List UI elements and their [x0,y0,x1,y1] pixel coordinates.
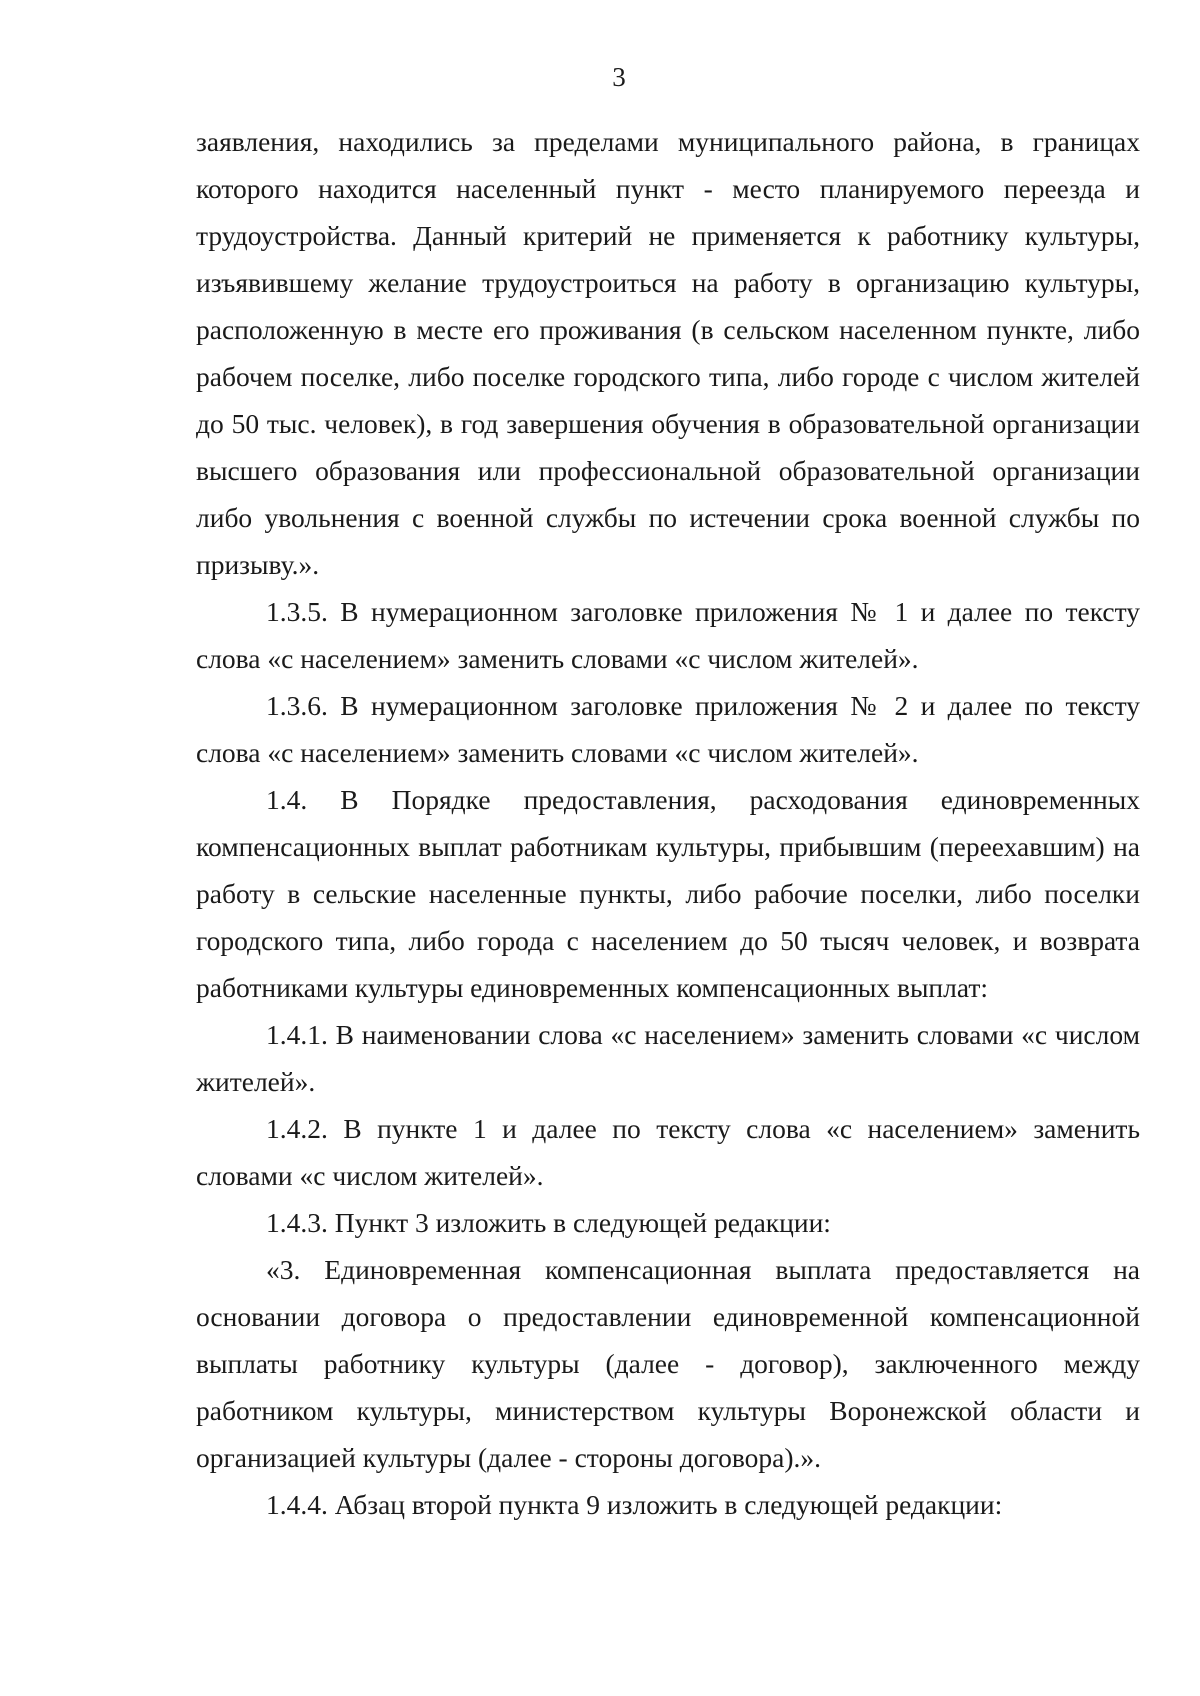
paragraph-1-4: 1.4. В Порядке предоставления, расходования единовременных компенсационных выплат работникам культуры, прибывшим (переехавшим) на работу в сельские населенные пункты, либо рабочие поселки, либо поселки городского типа, либо города с населением до 50 тысяч человек, и возврата работниками культуры единовременных компенсационных выплат: [196,784,1140,1003]
paragraph-1-3-5: 1.3.5. В нумерационном заголовке приложения № 1 и далее по тексту слова «с населением» заменить словами «с числом жителей». [196,596,1140,674]
paragraph-1-4-3: 1.4.3. Пункт 3 изложить в следующей редакции: [266,1207,831,1238]
paragraph-1-3-6: 1.3.6. В нумерационном заголовке приложения № 2 и далее по тексту слова «с населением» заменить словами «с числом жителей». [196,690,1140,768]
paragraph-1-4-4: 1.4.4. Абзац второй пункта 9 изложить в следующей редакции: [266,1489,1003,1520]
paragraph-1-4-2: 1.4.2. В пункте 1 и далее по тексту слова «с населением» заменить словами «с числом жителей». [196,1113,1140,1191]
paragraph-continuation: заявления, находились за пределами муниципального района, в границах которого находится населенный пункт - место планируемого переезда и трудоустройства. Данный критерий не применяется к работнику культуры, изъявившему желание трудоустроиться на работу в организацию культуры, расположенную в месте его проживания (в сельском населенном пункте, либо рабочем поселке, либо поселке городского типа, либо городе с числом жителей до 50 тыс. человек), в год завершения обучения в образовательной организации высшего образования или профессиональной образовательной организации либо увольнения с военной службы по истечении срока военной службы по призыву.». [196,126,1140,580]
paragraph-1-4-1: 1.4.1. В наименовании слова «с населением» заменить словами «с числом жителей». [196,1019,1140,1097]
page-number: 3 [612,62,626,92]
document-body [196,118,1140,1528]
paragraph-quote-item-3: «3. Единовременная компенсационная выплата предоставляется на основании договора о предоставлении единовременной компенсационной выплаты работнику культуры (далее - договор), заключенного между работником культуры, министерством культуры Воронежской области и организацией культуры (далее - стороны договора).». [196,1254,1140,1473]
